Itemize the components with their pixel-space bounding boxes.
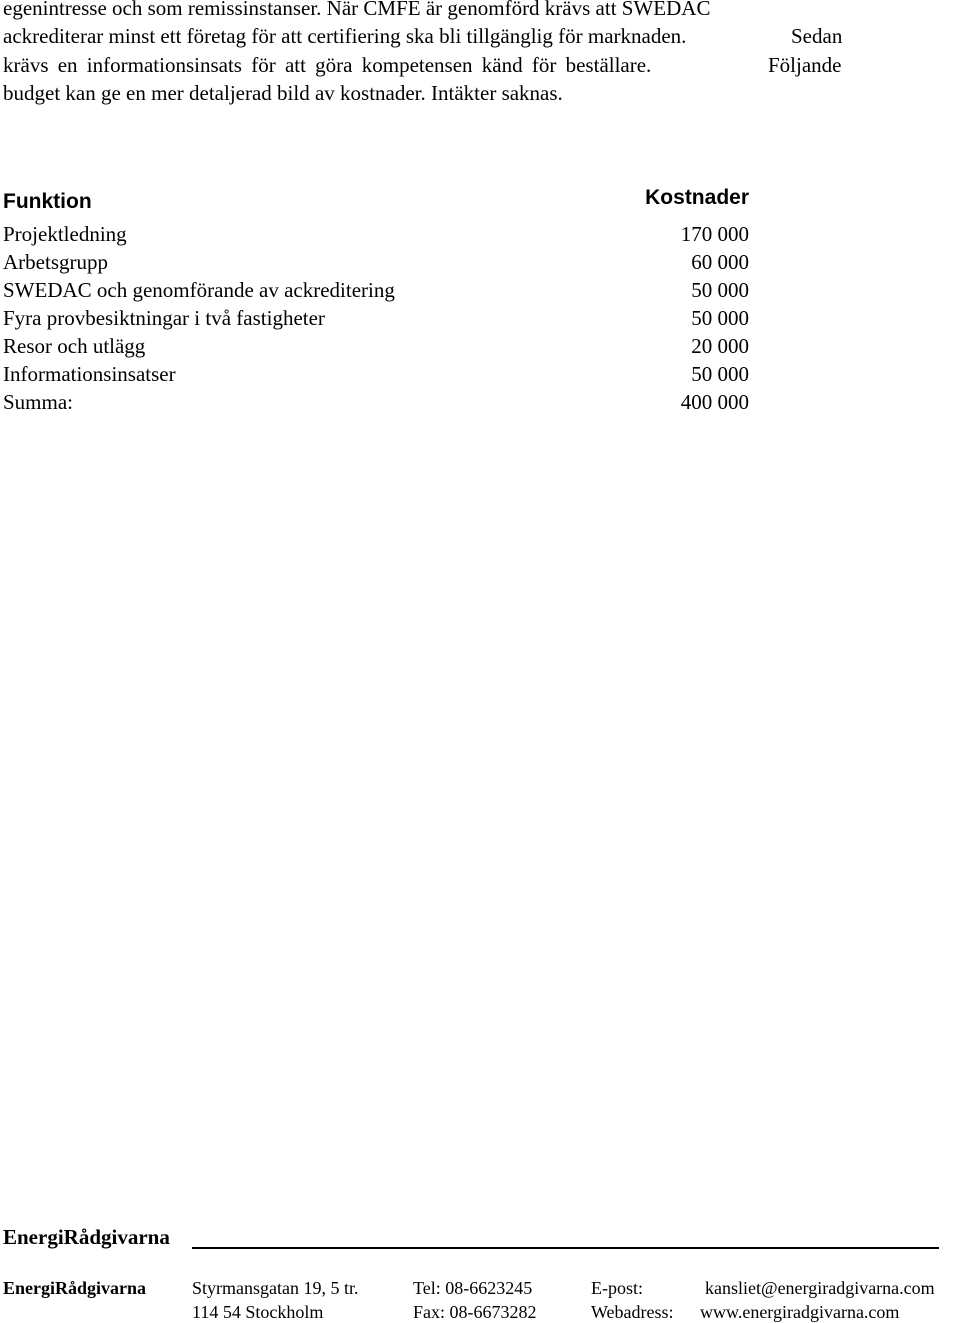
- footer-email-link[interactable]: kansliet@energiradgivarna.com: [705, 1278, 935, 1298]
- row-function: Projektledning: [3, 222, 127, 246]
- row-cost: 20 000: [691, 334, 749, 358]
- table-row: [3, 332, 749, 360]
- intro-text-2: ackrediterar minst ett företag för att certifiering ska bli tillgänglig för marknaden.: [3, 24, 687, 48]
- row-cost: 60 000: [691, 250, 749, 274]
- col-header-function: Funktion: [3, 190, 92, 213]
- intro-text-5: Följande: [768, 53, 842, 77]
- table-row: [3, 304, 749, 332]
- row-cost: 50 000: [691, 362, 749, 386]
- table-row: [3, 220, 749, 248]
- total-label: Summa:: [3, 390, 74, 414]
- table-total-row: [3, 388, 749, 416]
- row-function: Arbetsgrupp: [3, 250, 108, 274]
- row-function: Resor och utlägg: [3, 334, 146, 358]
- row-function: Informationsinsatser: [3, 362, 176, 386]
- intro-text-6: budget kan ge en mer detaljerad bild av kostnader. Intäkter saknas.: [3, 81, 563, 105]
- intro-line-1-text: [3, 0, 853, 23]
- intro-text-1: egenintresse och som remissinstanser. När CMFE är genomförd krävs att SWEDAC: [3, 0, 711, 20]
- intro-text-4: krävs en informationsinsats för att göra kompetensen känd för beställare.: [3, 53, 652, 77]
- table-row: [3, 276, 749, 304]
- intro-line-4: [3, 79, 955, 108]
- table-row: [3, 248, 749, 276]
- footer-tel: Tel: 08-6623245: [413, 1278, 533, 1298]
- col-header-cost: Kostnader: [645, 186, 749, 209]
- footer-rule: [192, 1247, 939, 1249]
- footer-email-label: E-post:: [591, 1278, 643, 1298]
- footer-company: EnergiRådgivarna: [3, 1278, 147, 1298]
- intro-line-1: [3, 0, 955, 23]
- row-function: Fyra provbesiktningar i två fastigheter: [3, 306, 325, 330]
- intro-line-2: [3, 22, 955, 51]
- row-function: SWEDAC och genomförande av ackreditering: [3, 278, 395, 302]
- footer-fax: Fax: 08-6673282: [413, 1302, 537, 1322]
- table-row: [3, 360, 749, 388]
- footer-city: 114 54 Stockholm: [192, 1302, 324, 1322]
- footer-web-label: Webadress:: [591, 1302, 674, 1322]
- total-value: 400 000: [680, 390, 749, 414]
- intro-line-3: [3, 51, 955, 80]
- footer-brand: EnergiRådgivarna: [3, 1225, 170, 1249]
- intro-text-3: Sedan: [791, 24, 843, 48]
- row-cost: 170 000: [680, 222, 749, 246]
- row-cost: 50 000: [691, 306, 749, 330]
- row-cost: 50 000: [691, 278, 749, 302]
- footer-street: Styrmansgatan 19, 5 tr.: [192, 1278, 359, 1298]
- footer-web-link[interactable]: www.energiradgivarna.com: [700, 1302, 900, 1322]
